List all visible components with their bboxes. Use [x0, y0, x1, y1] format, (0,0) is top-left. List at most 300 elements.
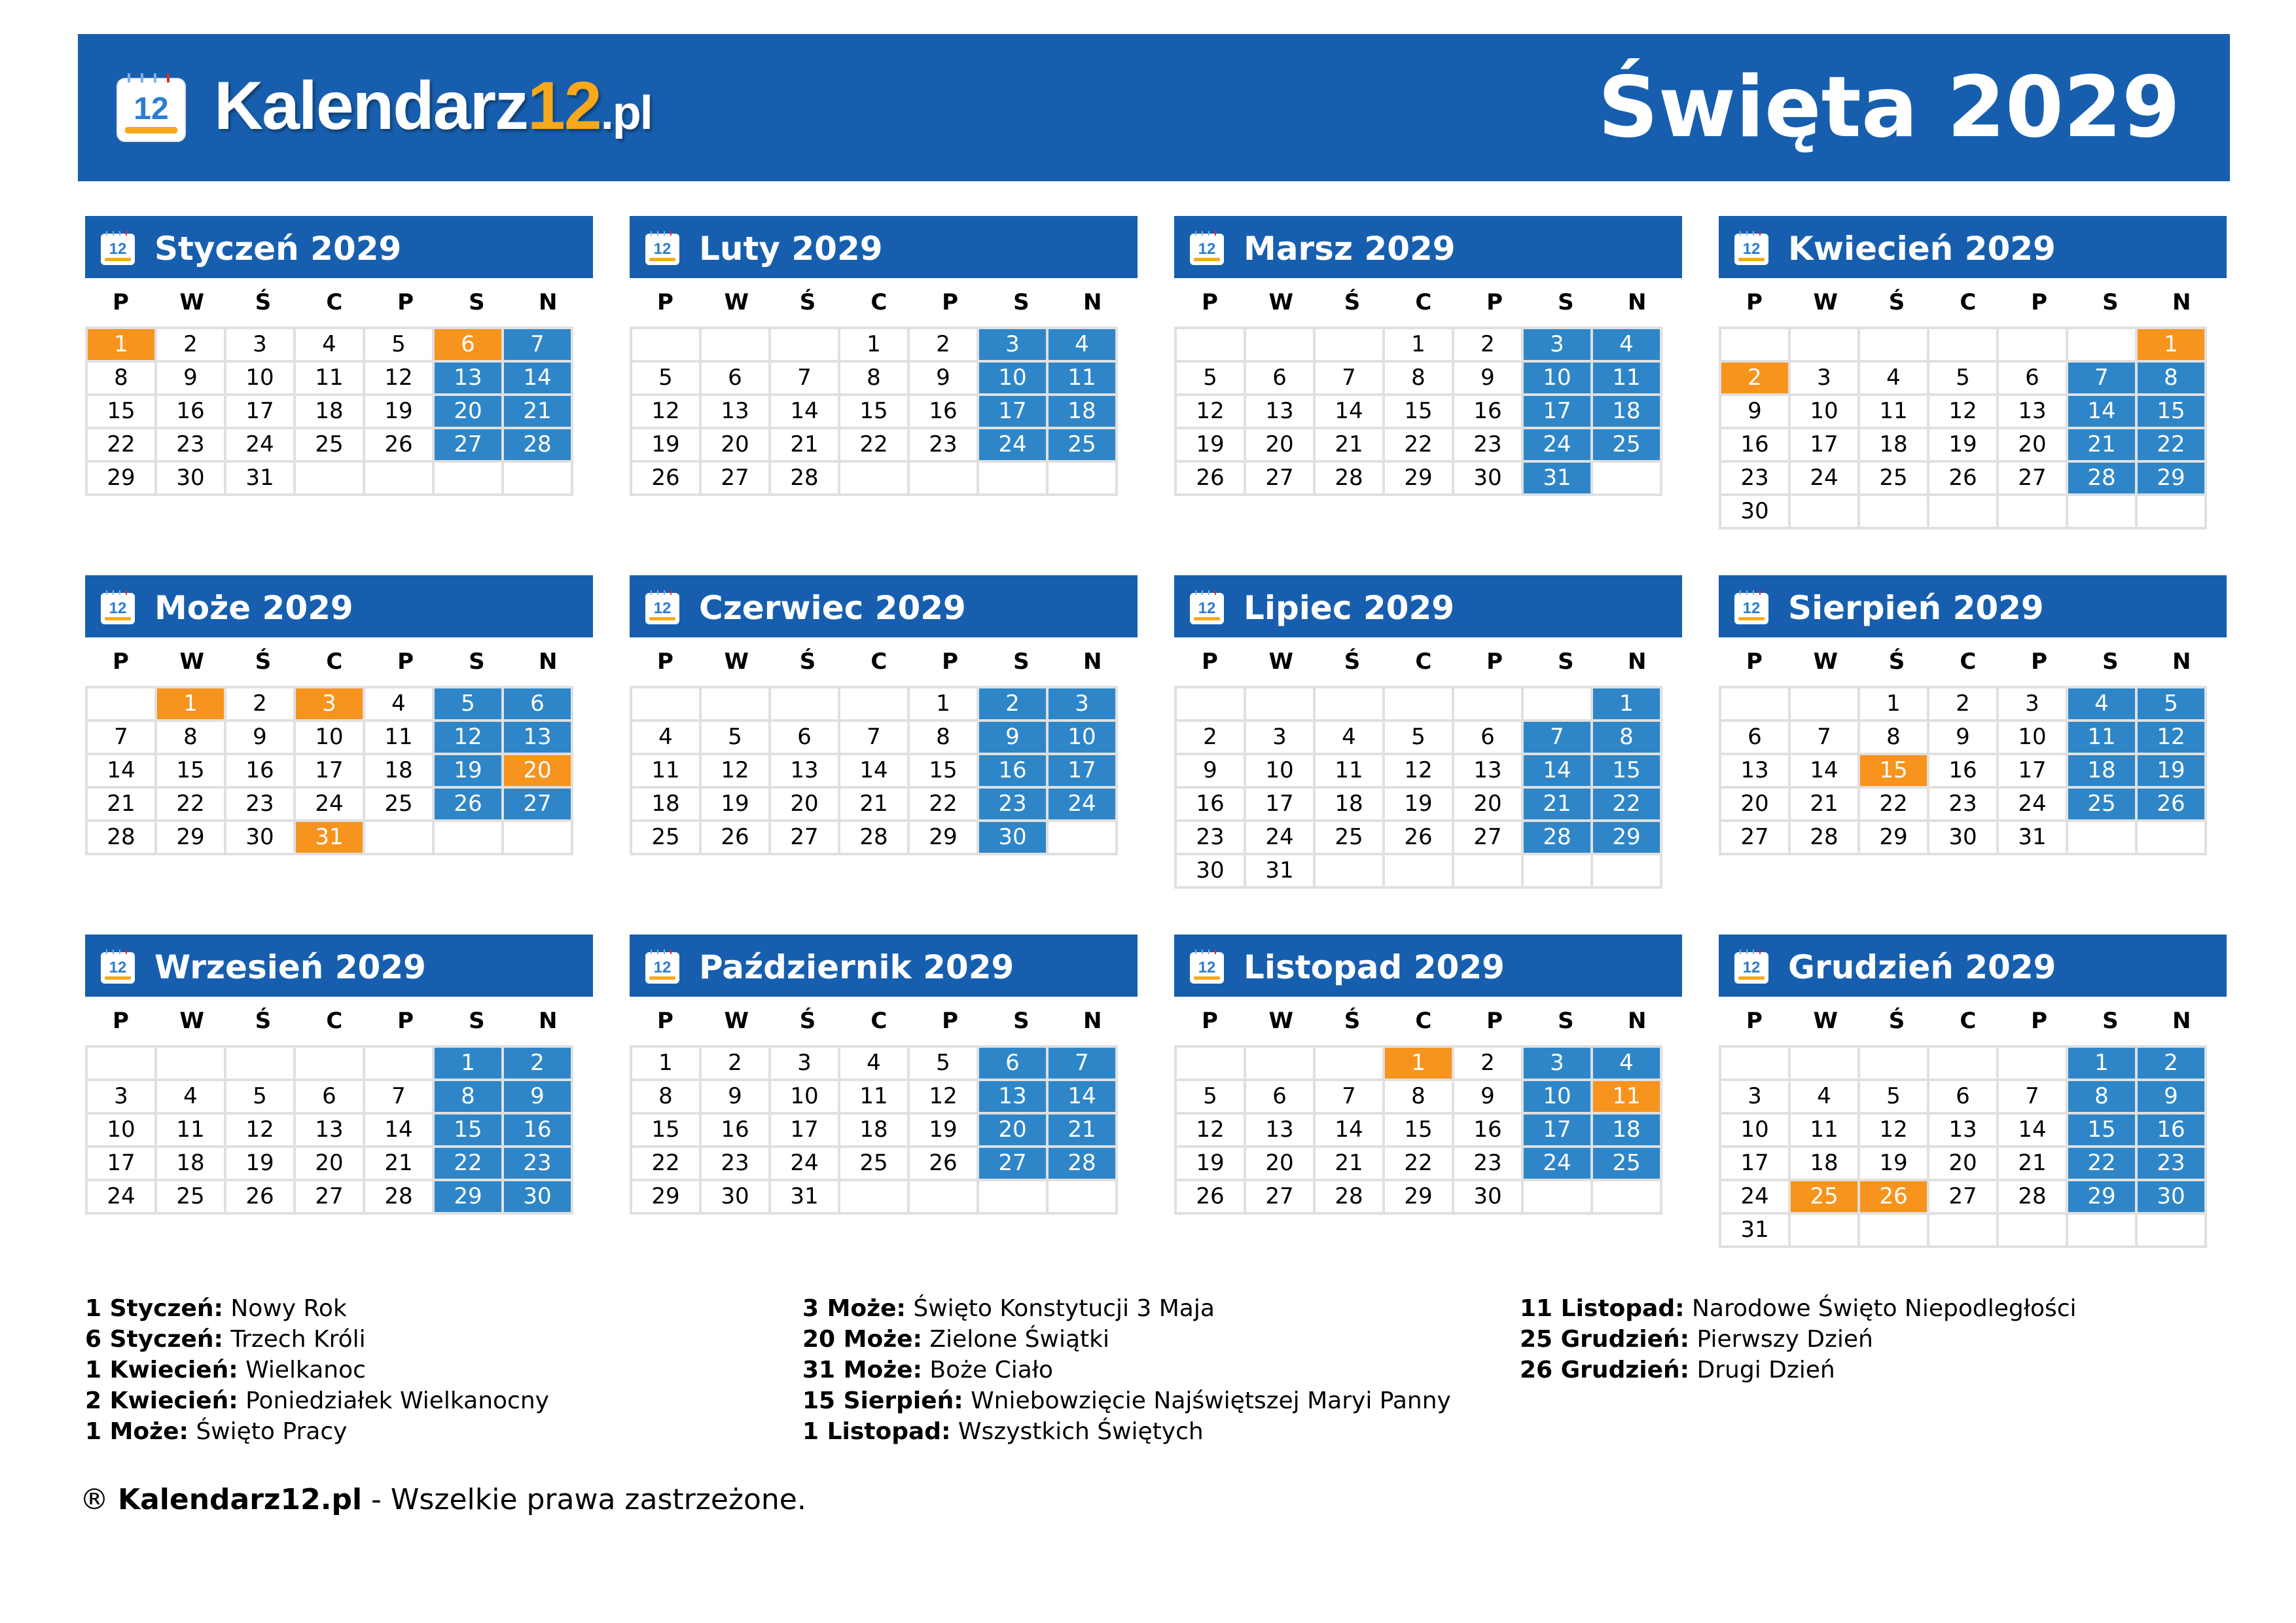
day-cell: 31 — [1246, 855, 1313, 886]
weekend-day-cell: 13 — [504, 722, 571, 753]
day-cell: 6 — [1246, 1081, 1313, 1112]
weekend-day-cell: 12 — [2138, 722, 2204, 753]
day-cell: 16 — [1929, 755, 1996, 786]
empty-day-cell — [840, 1181, 907, 1212]
weekend-day-cell: 25 — [2068, 789, 2135, 819]
weekend-day-cell: 22 — [1593, 789, 1660, 819]
day-cell: 29 — [1860, 822, 1927, 853]
holiday-name: Wniebowzięcie Najświętszej Maryi Panny — [971, 1387, 1451, 1414]
day-cell: 3 — [1721, 1081, 1788, 1112]
day-cell: 14 — [771, 396, 838, 427]
calendar-icon — [99, 948, 137, 986]
month-block — [630, 216, 1138, 496]
day-cell: 9 — [1454, 1081, 1521, 1112]
holiday-date: 26 Grudzień: — [1520, 1357, 1690, 1383]
month-header — [1719, 935, 2227, 997]
week-row — [632, 1148, 1115, 1179]
empty-day-cell — [840, 688, 907, 719]
day-cell: 26 — [632, 463, 699, 493]
week-row — [1721, 1081, 2204, 1112]
holiday-date: 31 Może: — [802, 1357, 922, 1383]
weekend-day-cell: 8 — [2068, 1081, 2135, 1112]
day-cell: 27 — [771, 822, 838, 853]
weekday-label: S — [1558, 649, 1574, 675]
day-cell: 27 — [1721, 822, 1788, 853]
day-cell: 4 — [157, 1081, 224, 1112]
legend-column-2 — [802, 1293, 1451, 1447]
weekday-label: Ś — [255, 1008, 272, 1034]
weekday-label: N — [1083, 1008, 1102, 1034]
day-cell: 13 — [1929, 1115, 1996, 1145]
day-cell: 18 — [1316, 789, 1382, 819]
weekend-day-cell: 14 — [1049, 1081, 1115, 1112]
day-cell: 11 — [157, 1115, 224, 1145]
weekend-day-cell: 25 — [1049, 429, 1115, 460]
day-cell: 30 — [1929, 822, 1996, 853]
day-cell: 31 — [771, 1181, 838, 1212]
weekend-day-cell: 24 — [979, 429, 1046, 460]
month-block — [85, 216, 593, 496]
day-cell: 20 — [771, 789, 838, 819]
holiday-day-cell: 6 — [435, 329, 501, 360]
day-cell: 4 — [632, 722, 699, 753]
empty-day-cell — [1454, 855, 1521, 886]
weekday-label: N — [538, 289, 558, 315]
day-cell: 2 — [226, 688, 293, 719]
holiday-day-cell: 3 — [296, 688, 363, 719]
day-cell: 20 — [1246, 1148, 1313, 1179]
empty-day-cell — [1721, 688, 1788, 719]
day-cell: 14 — [1999, 1115, 2066, 1145]
day-cell: 22 — [1385, 429, 1452, 460]
day-cell: 20 — [296, 1148, 363, 1179]
weekend-day-cell: 16 — [979, 755, 1046, 786]
weekday-label: Ś — [255, 649, 272, 675]
weekday-label: P — [942, 1008, 959, 1034]
week-row — [1721, 429, 2204, 460]
weekend-day-cell: 11 — [2068, 722, 2135, 753]
day-cell: 21 — [1316, 1148, 1382, 1179]
day-cell: 8 — [1860, 722, 1927, 753]
weekday-label: N — [1083, 649, 1102, 675]
weekend-day-cell: 10 — [1524, 363, 1590, 393]
empty-day-cell — [1385, 688, 1452, 719]
week-row — [88, 396, 571, 427]
calendar-icon — [1733, 229, 1771, 267]
empty-day-cell — [1860, 329, 1927, 360]
weekday-label: N — [2172, 1008, 2191, 1034]
week-row — [1721, 463, 2204, 493]
empty-day-cell — [504, 463, 571, 493]
empty-day-cell — [365, 822, 432, 853]
empty-day-cell — [296, 1048, 363, 1079]
weekend-day-cell: 16 — [2138, 1115, 2204, 1145]
week-row — [88, 429, 571, 460]
weekday-label: N — [1627, 649, 1647, 675]
day-cell: 5 — [632, 363, 699, 393]
weekday-label: P — [656, 649, 673, 675]
day-cell: 30 — [1177, 855, 1244, 886]
weekday-label: S — [2102, 1008, 2119, 1034]
weekday-label: P — [942, 289, 959, 315]
day-cell: 5 — [365, 329, 432, 360]
weekday-label: C — [1415, 649, 1432, 675]
day-cell: 19 — [702, 789, 768, 819]
week-row — [632, 1048, 1115, 1079]
day-cell: 23 — [910, 429, 977, 460]
weekend-day-cell: 31 — [1524, 463, 1590, 493]
empty-day-cell — [1999, 496, 2066, 527]
empty-day-cell — [1860, 1215, 1927, 1245]
day-cell: 24 — [1246, 822, 1313, 853]
day-cell: 17 — [771, 1115, 838, 1145]
weekend-day-cell: 2 — [504, 1048, 571, 1079]
svg-text:12: 12 — [653, 599, 672, 617]
day-cell: 5 — [910, 1048, 977, 1079]
empty-day-cell — [1791, 688, 1857, 719]
weekend-day-cell: 24 — [1524, 1148, 1590, 1179]
empty-day-cell — [226, 1048, 293, 1079]
month-block — [1719, 935, 2227, 1248]
weekend-day-cell: 2 — [979, 688, 1046, 719]
weekday-label: W — [1268, 649, 1293, 675]
weekend-day-cell: 1 — [2068, 1048, 2135, 1079]
day-cell: 2 — [910, 329, 977, 360]
empty-day-cell — [771, 688, 838, 719]
day-cell: 9 — [157, 363, 224, 393]
weekend-day-cell: 11 — [1049, 363, 1115, 393]
holiday-name: Narodowe Święto Niepodległości — [1691, 1295, 2077, 1322]
day-cell: 20 — [702, 429, 768, 460]
weekday-header-row — [1719, 278, 2217, 327]
day-cell: 27 — [1999, 463, 2066, 493]
empty-day-cell — [840, 463, 907, 493]
day-cell: 9 — [702, 1081, 768, 1112]
day-cell: 12 — [702, 755, 768, 786]
day-cell: 22 — [157, 789, 224, 819]
day-cell: 9 — [226, 722, 293, 753]
day-cell: 7 — [365, 1081, 432, 1112]
weekday-label: P — [656, 289, 673, 315]
day-cell: 2 — [1454, 329, 1521, 360]
weekend-day-cell: 28 — [2068, 463, 2135, 493]
weekend-day-cell: 4 — [1593, 1048, 1660, 1079]
weekend-day-cell: 15 — [435, 1115, 501, 1145]
week-row — [632, 329, 1115, 360]
day-cell: 18 — [840, 1115, 907, 1145]
weekend-day-cell: 29 — [2138, 463, 2204, 493]
day-cell: 25 — [840, 1148, 907, 1179]
day-cell: 12 — [632, 396, 699, 427]
calendar-icon — [1189, 948, 1227, 986]
day-cell: 30 — [157, 463, 224, 493]
holiday-date: 6 Styczeń: — [85, 1326, 223, 1353]
weekend-day-cell: 26 — [435, 789, 501, 819]
day-cell: 16 — [1454, 396, 1521, 427]
day-cell: 9 — [1721, 396, 1788, 427]
week-row — [88, 688, 571, 719]
empty-day-cell — [1929, 329, 1996, 360]
calendar-icon — [1733, 948, 1771, 986]
empty-day-cell — [1929, 1215, 1996, 1245]
week-row — [1721, 755, 2204, 786]
day-cell: 23 — [1721, 463, 1788, 493]
svg-text:12: 12 — [134, 92, 169, 126]
day-cell: 30 — [1454, 1181, 1521, 1212]
day-cell: 11 — [1791, 1115, 1857, 1145]
empty-day-cell — [632, 688, 699, 719]
week-row — [632, 363, 1115, 393]
footer-text: - Wszelkie prawa zastrzeżone. — [362, 1483, 806, 1516]
day-cell: 14 — [1316, 1115, 1382, 1145]
weekday-label: P — [2031, 289, 2048, 315]
week-row — [1721, 688, 2204, 719]
empty-day-cell — [1593, 463, 1660, 493]
week-row — [1177, 429, 1660, 460]
weekend-day-cell: 17 — [1524, 396, 1590, 427]
calendar-icon — [1733, 588, 1771, 626]
week-row — [632, 722, 1115, 753]
day-cell: 8 — [157, 722, 224, 753]
weekday-label: Ś — [1888, 289, 1905, 315]
weekend-day-cell: 5 — [435, 688, 501, 719]
day-cell: 18 — [365, 755, 432, 786]
calendar-icon — [1189, 588, 1227, 626]
day-cell: 8 — [632, 1081, 699, 1112]
weekday-label: N — [1083, 289, 1102, 315]
weekend-day-cell: 8 — [1593, 722, 1660, 753]
day-cell: 23 — [226, 789, 293, 819]
legend-item — [1520, 1324, 2077, 1355]
weekday-label: P — [1486, 289, 1503, 315]
day-cell: 18 — [1860, 429, 1927, 460]
weekend-day-cell: 21 — [2068, 429, 2135, 460]
weekday-label: W — [1268, 1008, 1293, 1034]
weekday-label: P — [2031, 649, 2048, 675]
weekday-label: Ś — [1888, 649, 1905, 675]
week-row — [1177, 363, 1660, 393]
day-cell: 2 — [157, 329, 224, 360]
weekday-label: S — [469, 649, 485, 675]
empty-day-cell — [1860, 496, 1927, 527]
weekend-day-cell: 27 — [504, 789, 571, 819]
weekday-header-row — [85, 637, 584, 686]
day-cell: 27 — [1454, 822, 1521, 853]
weekday-label: N — [538, 1008, 558, 1034]
day-cell: 22 — [632, 1148, 699, 1179]
empty-day-cell — [771, 329, 838, 360]
day-cell: 8 — [840, 363, 907, 393]
day-grid — [1174, 686, 1662, 889]
empty-day-cell — [1593, 1181, 1660, 1212]
day-cell: 15 — [157, 755, 224, 786]
holiday-day-cell: 20 — [504, 755, 571, 786]
week-row — [1177, 822, 1660, 853]
week-row — [88, 755, 571, 786]
holiday-day-cell: 1 — [88, 329, 154, 360]
day-cell: 10 — [1999, 722, 2066, 753]
svg-text:12: 12 — [653, 959, 672, 976]
weekday-label: N — [1627, 289, 1647, 315]
week-row — [88, 1148, 571, 1179]
weekday-label: S — [1558, 1008, 1574, 1034]
day-cell: 16 — [1177, 789, 1244, 819]
day-cell: 12 — [1860, 1115, 1927, 1145]
weekday-label: W — [1268, 289, 1293, 315]
empty-day-cell — [1049, 822, 1115, 853]
day-cell: 23 — [157, 429, 224, 460]
weekend-day-cell: 3 — [1524, 329, 1590, 360]
weekend-day-cell: 3 — [1524, 1048, 1590, 1079]
weekday-label: W — [724, 289, 749, 315]
weekend-day-cell: 7 — [1049, 1048, 1115, 1079]
logo-wordmark: Kalendarz12.pl — [214, 68, 652, 144]
month-block — [85, 575, 593, 855]
weekday-label: P — [1201, 1008, 1218, 1034]
month-header — [1174, 935, 1682, 997]
week-row — [1177, 1181, 1660, 1212]
day-cell: 4 — [1860, 363, 1927, 393]
weekend-day-cell: 10 — [1049, 722, 1115, 753]
day-cell: 4 — [365, 688, 432, 719]
holiday-date: 3 Może: — [802, 1295, 906, 1322]
day-cell: 4 — [1791, 1081, 1857, 1112]
empty-day-cell — [702, 688, 768, 719]
day-cell: 6 — [1721, 722, 1788, 753]
holiday-date: 1 Listopad: — [802, 1418, 951, 1445]
day-cell: 13 — [1721, 755, 1788, 786]
day-cell: 13 — [771, 755, 838, 786]
empty-day-cell — [1860, 1048, 1927, 1079]
day-cell: 5 — [1177, 1081, 1244, 1112]
week-row — [632, 1081, 1115, 1112]
week-row — [1721, 789, 2204, 819]
day-cell: 2 — [702, 1048, 768, 1079]
month-block — [630, 575, 1138, 855]
copyright-footer — [80, 1480, 806, 1520]
day-cell: 1 — [910, 688, 977, 719]
empty-day-cell — [435, 463, 501, 493]
day-cell: 12 — [1385, 755, 1452, 786]
day-cell: 17 — [1246, 789, 1313, 819]
day-cell: 19 — [365, 396, 432, 427]
weekend-day-cell: 23 — [2138, 1148, 2204, 1179]
weekday-label: P — [2031, 1008, 2048, 1034]
month-header — [1174, 216, 1682, 278]
holiday-day-cell: 1 — [2138, 329, 2204, 360]
empty-day-cell — [2138, 1215, 2204, 1245]
week-row — [88, 822, 571, 853]
empty-day-cell — [979, 463, 1046, 493]
week-row — [632, 755, 1115, 786]
month-block — [1174, 216, 1682, 496]
month-header — [1174, 575, 1682, 637]
legend-item — [85, 1293, 549, 1324]
month-title: Listopad 2029 — [1244, 948, 1505, 986]
day-cell: 7 — [1999, 1081, 2066, 1112]
day-cell: 12 — [1929, 396, 1996, 427]
month-title: Marsz 2029 — [1244, 230, 1456, 268]
empty-day-cell — [1929, 496, 1996, 527]
weekday-label: N — [2172, 649, 2191, 675]
empty-day-cell — [1721, 329, 1788, 360]
weekend-day-cell: 14 — [504, 363, 571, 393]
day-cell: 11 — [296, 363, 363, 393]
day-cell: 24 — [226, 429, 293, 460]
day-cell: 29 — [910, 822, 977, 853]
empty-day-cell — [365, 1048, 432, 1079]
holiday-name: Drugi Dzień — [1696, 1357, 1835, 1383]
day-cell: 14 — [88, 755, 154, 786]
weekday-label: P — [112, 289, 129, 315]
day-cell: 28 — [365, 1181, 432, 1212]
day-cell: 26 — [226, 1181, 293, 1212]
weekday-label: P — [1486, 649, 1503, 675]
day-cell: 2 — [1454, 1048, 1521, 1079]
day-cell: 5 — [226, 1081, 293, 1112]
empty-day-cell — [632, 329, 699, 360]
weekday-header-row — [630, 278, 1128, 327]
empty-day-cell — [979, 1181, 1046, 1212]
legend-item — [1520, 1355, 2077, 1385]
holiday-day-cell: 1 — [157, 688, 224, 719]
weekend-day-cell: 13 — [435, 363, 501, 393]
empty-day-cell — [435, 822, 501, 853]
week-row — [1721, 1048, 2204, 1079]
weekday-label: C — [326, 1008, 343, 1034]
day-cell: 14 — [1316, 396, 1382, 427]
day-cell: 18 — [632, 789, 699, 819]
day-cell: 22 — [88, 429, 154, 460]
day-grid — [630, 686, 1118, 855]
day-cell: 3 — [771, 1048, 838, 1079]
week-row — [1177, 396, 1660, 427]
empty-day-cell — [1791, 1048, 1857, 1079]
day-cell: 11 — [632, 755, 699, 786]
day-cell: 11 — [365, 722, 432, 753]
day-cell: 6 — [1929, 1081, 1996, 1112]
week-row — [1721, 329, 2204, 360]
day-cell: 13 — [296, 1115, 363, 1145]
week-row — [1177, 1148, 1660, 1179]
week-row — [88, 329, 571, 360]
weekend-day-cell: 29 — [1593, 822, 1660, 853]
day-cell: 10 — [88, 1115, 154, 1145]
day-cell: 29 — [88, 463, 154, 493]
weekday-label: W — [1813, 289, 1838, 315]
weekend-day-cell: 17 — [1524, 1115, 1590, 1145]
day-cell: 28 — [840, 822, 907, 853]
weekday-label: S — [1013, 649, 1030, 675]
day-cell: 27 — [1929, 1181, 1996, 1212]
day-cell: 30 — [1454, 463, 1521, 493]
weekend-day-cell: 7 — [504, 329, 571, 360]
day-cell: 10 — [771, 1081, 838, 1112]
day-cell: 23 — [1454, 429, 1521, 460]
day-cell: 28 — [1316, 1181, 1382, 1212]
weekend-day-cell: 30 — [979, 822, 1046, 853]
day-cell: 21 — [771, 429, 838, 460]
week-row — [1721, 1115, 2204, 1145]
legend-item — [85, 1355, 549, 1385]
month-title: Styczeń 2029 — [154, 230, 402, 268]
day-cell: 11 — [1316, 755, 1382, 786]
weekend-day-cell: 28 — [1049, 1148, 1115, 1179]
weekday-header-row — [1174, 997, 1673, 1045]
month-block — [1174, 935, 1682, 1215]
empty-day-cell — [1177, 688, 1244, 719]
month-title: Wrzesień 2029 — [154, 948, 426, 986]
